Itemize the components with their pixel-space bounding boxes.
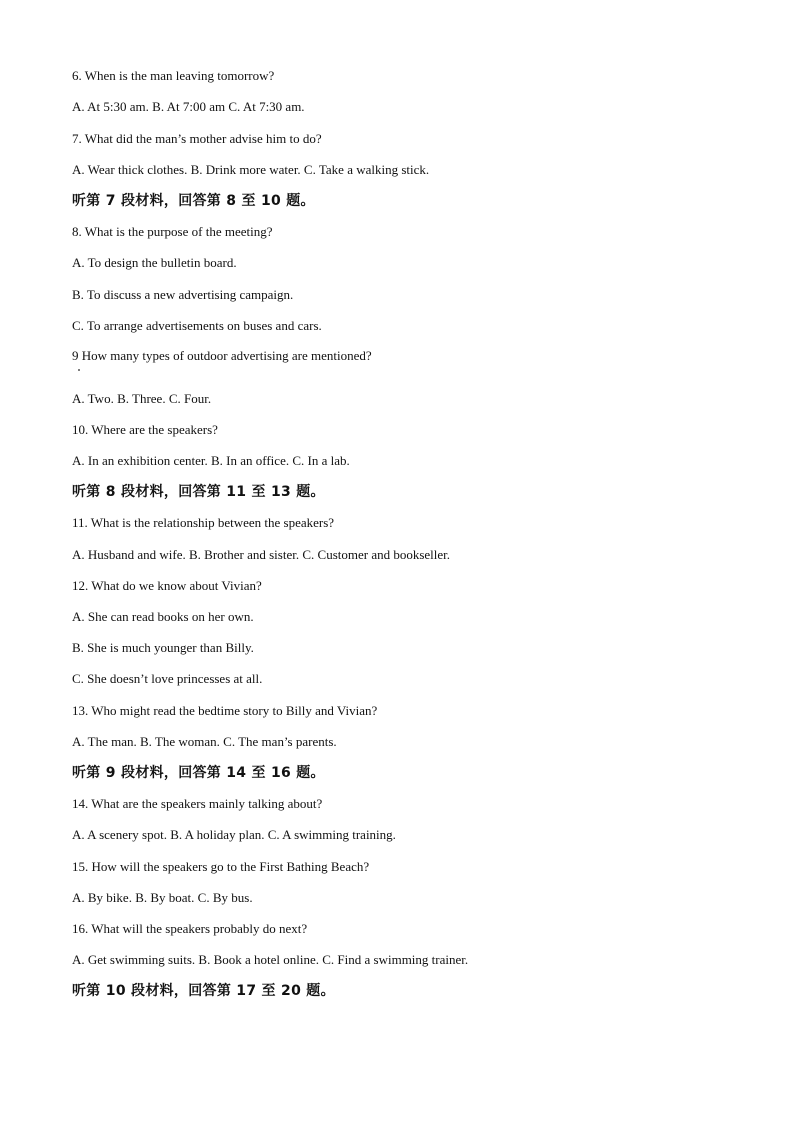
- question-11: 11. What is the relationship between the speakers?: [72, 515, 335, 530]
- section-heading-9: 听第 9 段材料，回答第 14 至 16 题。: [72, 765, 325, 781]
- question-7: 7. What did the man’s mother advise him to do?: [72, 131, 322, 146]
- question-15: 15. How will the speakers go to the First Bathing Beach?: [72, 859, 370, 874]
- question-14-options: A. A scenery spot. B. A holiday plan. C. A swimming training.: [72, 827, 396, 842]
- question-11-options: A. Husband and wife. B. Brother and sister. C. Customer and bookseller.: [72, 547, 451, 562]
- question-8-option-c: C. To arrange advertisements on buses and cars.: [72, 318, 322, 333]
- question-12-option-a: A. She can read books on her own.: [72, 609, 254, 624]
- question-8-option-a: A. To design the bulletin board.: [72, 255, 237, 270]
- question-12: 12. What do we know about Vivian?: [72, 578, 262, 593]
- question-16-options: A. Get swimming suits. B. Book a hotel online. C. Find a swimming trainer.: [72, 952, 469, 967]
- question-10-options: A. In an exhibition center. B. In an office. C. In a lab.: [72, 453, 350, 468]
- question-16: 16. What will the speakers probably do next?: [72, 921, 308, 936]
- stray-dot: [78, 369, 80, 371]
- question-14: 14. What are the speakers mainly talking about?: [72, 796, 323, 811]
- question-6: 6. When is the man leaving tomorrow?: [72, 68, 275, 83]
- question-6-options: A. At 5:30 am. B. At 7:00 am C. At 7:30 am.: [72, 99, 305, 114]
- section-heading-8: 听第 8 段材料，回答第 11 至 13 题。: [72, 484, 325, 500]
- question-12-option-b: B. She is much younger than Billy.: [72, 640, 254, 655]
- question-13: 13. Who might read the bedtime story to Billy and Vivian?: [72, 703, 378, 718]
- question-9: 9 How many types of outdoor advertising are mentioned?: [72, 348, 372, 363]
- question-8-option-b: B. To discuss a new advertising campaign.: [72, 287, 294, 302]
- question-13-options: A. The man. B. The woman. C. The man’s parents.: [72, 734, 337, 749]
- question-10: 10. Where are the speakers?: [72, 422, 218, 437]
- question-15-options: A. By bike. B. By boat. C. By bus.: [72, 890, 253, 905]
- section-heading-7: 听第 7 段材料，回答第 8 至 10 题。: [72, 193, 315, 209]
- question-8: 8. What is the purpose of the meeting?: [72, 224, 273, 239]
- question-7-options: A. Wear thick clothes. B. Drink more water. C. Take a walking stick.: [72, 162, 430, 177]
- section-heading-10: 听第 10 段材料，回答第 17 至 20 题。: [72, 983, 335, 999]
- question-9-options: A. Two. B. Three. C. Four.: [72, 391, 212, 406]
- question-12-option-c: C. She doesn’t love princesses at all.: [72, 671, 263, 686]
